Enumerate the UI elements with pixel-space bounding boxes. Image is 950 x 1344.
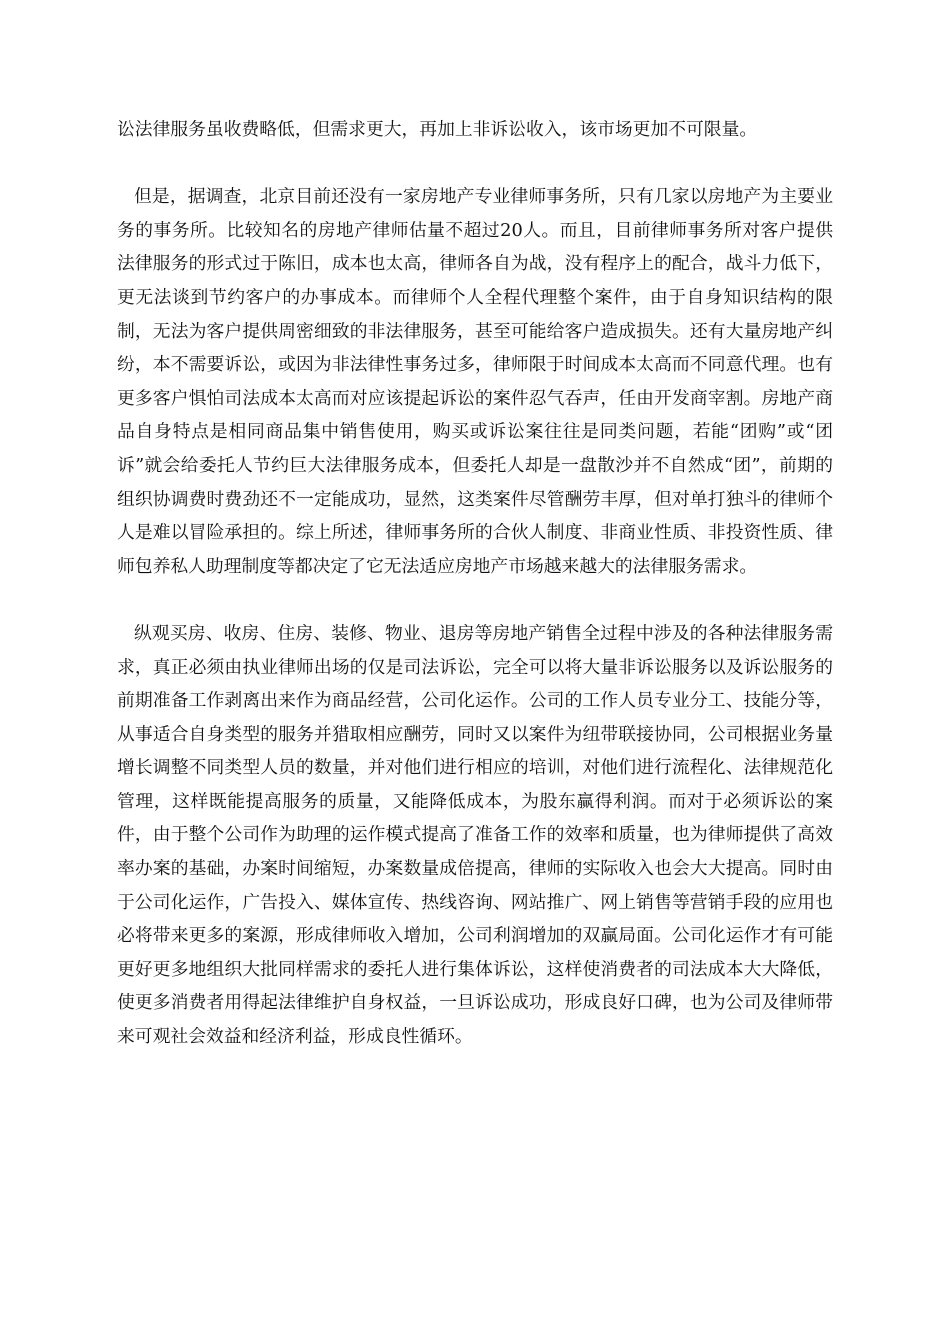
paragraph-law-firm-limitations: 但是，据调查，北京目前还没有一家房地产专业律师事务所，只有几家以房地产为主要业务的事务所。比较知名的房地产律师估量不超过20人。而且，目前律师事务所对客户提供法律服务的形式过于陈旧，成本也太高，律师各自为战，没有程序上的配合，战斗力低下，更无法谈到节约客户的办事成本。而律师个人全程代理整个案件，由于自身知识结构的限制，无法为客户提供周密细致的非法律服务，甚至可能给客户造成损失。还有大量房地产纠纷，本不需要诉讼，或因为非法律性事务过多，律师限于时间成本太高而不同意代理。也有更多客户惧怕司法成本太高而对应该提起诉讼的案件忍气吞声，任由开发商宰割。房地产商品自身特点是相同商品集中销售使用，购买或诉讼案往往是同类问题，若能“团购”或“团诉”就会给委托人节约巨大法律服务成本，但委托人却是一盘散沙并不自然成“团”，前期的组织协调费时费劲还不一定能成功，显然，这类案件尽管酬劳丰厚，但对单打独斗的律师个人是难以冒险承担的。综上所述，律师事务所的合伙人制度、非商业性质、非投资性质、律师包养私人助理制度等都决定了它无法适应房地产市场越来越大的法律服务需求。	[117, 186, 833, 577]
paragraph-corporate-operation: 纵观买房、收房、住房、装修、物业、退房等房地产销售全过程中涉及的各种法律服务需求，真正必须由执业律师出场的仅是司法诉讼，完全可以将大量非诉讼服务以及诉讼服务的前期准备工作剥离出来作为商品经营，公司化运作。公司的工作人员专业分工、技能分等，从事适合自身类型的服务并猎取相应酬劳，同时又以案件为纽带联接协同，公司根据业务量增长调整不同类型人员的数量，并对他们进行相应的培训，对他们进行流程化、法律规范化管理，这样既能提高服务的质量，又能降低成本，为股东赢得利润。而对于必须诉讼的案件，由于整个公司作为助理的运作模式提高了准备工作的效率和质量，也为律师提供了高效率办案的基础，办案时间缩短，办案数量成倍提高，律师的实际收入也会大大提高。同时由于公司化运作，广告投入、媒体宣传、热线咨询、网站推广、网上销售等营销手段的应用也必将带来更多的案源，形成律师收入增加，公司利润增加的双赢局面。公司化运作才有可能更好更多地组织大批同样需求的委托人进行集体诉讼，这样使消费者的司法成本大大降低，使更多消费者用得起法律维护自身权益，一旦诉讼成功，形成良好口碑，也为公司及律师带来可观社会效益和经济利益，形成良性循环。	[117, 622, 833, 1048]
document-body	[117, 113, 833, 1087]
paragraph-continuation: 讼法律服务虽收费略低，但需求更大，再加上非诉讼收入，该市场更加不可限量。	[117, 119, 758, 140]
